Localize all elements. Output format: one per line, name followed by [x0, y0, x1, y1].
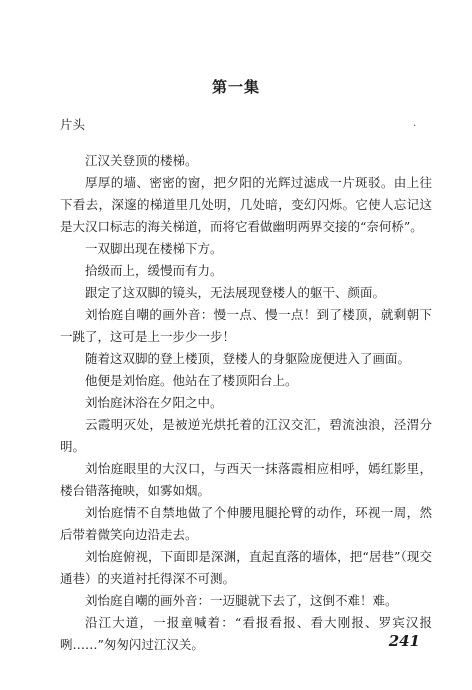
body-text	[60, 150, 432, 656]
paragraph: 跟定了这双脚的镜头，无法展现登楼人的躯干、颜面。	[85, 285, 386, 300]
paragraph: 刘怡庭情不自禁地做了个伸腰甩腿抡臂的动作，环视一周，然后带着微笑向边沿走去。	[60, 505, 432, 542]
stray-mark: .	[413, 118, 417, 129]
paragraph: 厚厚的墙、密密的窗，把夕阳的光辉过滤成一片斑驳。由上往下看去，深邃的梯道里几处明，几处暗，变幻闪烁。它使人忘记这是大汉口标志的海关梯道，而将它看做幽明两界交接的“奈何桥”。	[60, 175, 432, 234]
paragraph: 刘怡庭自嘲的画外音：慢一点、慢一点！到了楼顶，就剩朝下一跳了，这可是上一步少一步！	[60, 307, 432, 344]
paragraph: 刘怡庭沐浴在夕阳之中。	[85, 395, 223, 410]
paragraph: 沿江大道，一报童喊着：“看报看报、看大刚报、罗宾汉报咧……”匆匆闪过江汉关。	[60, 615, 432, 652]
paragraph: 随着这双脚的登上楼顶，登楼人的身躯险庞便进入了画面。	[85, 351, 411, 366]
paragraph: 云霞明灭处，是被逆光烘托着的江汉交汇，碧流浊浪，泾渭分明。	[60, 417, 432, 454]
paragraph: 一双脚出现在楼梯下方。	[85, 241, 223, 256]
section-label: 片头	[60, 117, 86, 132]
paragraph: 刘怡庭眼里的大汉口，与西天一抹落霞相应相呼，嫣红影里，楼台错落掩映，如雾如烟。	[60, 461, 432, 498]
paragraph: 江汉关登顶的楼梯。	[85, 153, 198, 168]
paragraph: 刘怡庭自嘲的画外音：一迈腿就下去了，这倒不难！难。	[85, 593, 398, 608]
chapter-title: 第一集	[211, 78, 260, 96]
paragraph: 他便是刘怡庭。他站在了楼顶阳台上。	[85, 373, 298, 388]
paragraph: 刘怡庭俯视，下面即是深渊，直起直落的墙体，把“居巷”（现交通巷）的夹道衬托得深不可测。	[60, 549, 432, 586]
paragraph: 拾级而上，缓慢而有力。	[85, 263, 223, 278]
page-number: 241	[388, 632, 420, 650]
